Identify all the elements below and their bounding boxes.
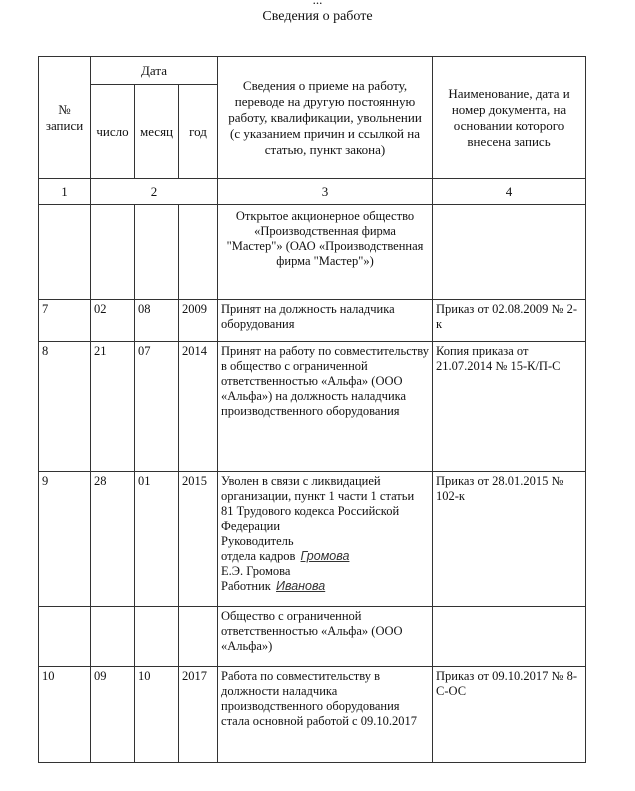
record-month: 08 [135,300,179,342]
signature-hr-sign: Громова [300,549,350,563]
record-no: 9 [39,472,91,607]
record-info: Принят на работу по совместительству в общество с ограниченной ответственностью «Альфа» (ООО «Альфа») на должность наладчика производственного оборудования [218,342,433,472]
header-month: месяц [135,85,179,179]
record-no: 7 [39,300,91,342]
record-info: Общество с ограниченной ответственностью «Альфа» (ООО «Альфа») [218,607,433,667]
record-month: 10 [135,667,179,763]
signature-hr-line [221,549,429,564]
table-row [39,205,586,300]
record-no [39,205,91,300]
col-number: 2 [91,179,218,205]
header-day: число [91,85,135,179]
record-day: 28 [91,472,135,607]
signature-worker-sign: Иванова [276,579,326,593]
record-year [179,607,218,667]
work-records-table [38,56,586,763]
record-year: 2015 [179,472,218,607]
record-no: 8 [39,342,91,472]
record-no [39,607,91,667]
record-document: Приказ от 02.08.2009 № 2-к [433,300,586,342]
table-row [39,342,586,472]
table-row [39,667,586,763]
record-year: 2009 [179,300,218,342]
col-number: 3 [218,179,433,205]
record-document: Приказ от 28.01.2015 № 102-к [433,472,586,607]
header-record-no: № записи [39,57,91,179]
col-number: 4 [433,179,586,205]
ellipsis [0,0,635,8]
record-month [135,607,179,667]
record-year: 2014 [179,342,218,472]
header-year: год [179,85,218,179]
signature-worker-label: Работник [221,579,271,593]
table-row [39,607,586,667]
header-date: Дата [91,57,218,85]
record-day: 02 [91,300,135,342]
col-number: 1 [39,179,91,205]
record-day [91,205,135,300]
record-month: 01 [135,472,179,607]
record-month [135,205,179,300]
signature-hr-name: Е.Э. Громова [221,564,291,578]
record-info: Работа по совместительству в должности наладчика производственного оборудования стала основной работой с 09.10.2017 [218,667,433,763]
record-no: 10 [39,667,91,763]
record-month: 07 [135,342,179,472]
record-day [91,607,135,667]
header-document: Наименование, дата и номер документа, на основании которого внесена запись [433,57,586,179]
table-row [39,472,586,607]
record-info: Принят на должность наладчика оборудования [218,300,433,342]
signature-head-label: Руководитель [221,534,294,548]
record-document [433,607,586,667]
record-info-dismissal [218,472,433,607]
record-document: Копия приказа от 21.07.2014 № 15-К/П-С [433,342,586,472]
signature-hr-label: отдела кадров [221,549,296,563]
record-day: 21 [91,342,135,472]
record-document: Приказ от 09.10.2017 № 8-С-ОС [433,667,586,763]
signature-worker-line [221,579,429,594]
record-info: Открытое акционерное общество «Производственная фирма "Мастер"» (ОАО «Производственная фирма "Мастер"») [218,205,433,300]
record-year [179,205,218,300]
record-year: 2017 [179,667,218,763]
record-day: 09 [91,667,135,763]
page-title: Сведения о работе [262,9,373,24]
header-info: Сведения о приеме на работу, переводе на другую постоянную работу, квалификации, увольнении (с указанием причин и ссылкой на статью, пункт закона) [218,57,433,179]
record-info: Уволен в связи с ликвидацией организации, пункт 1 части 1 статьи 81 Трудового кодекса Российской Федерации [221,474,415,533]
record-document [433,205,586,300]
table-row [39,300,586,342]
